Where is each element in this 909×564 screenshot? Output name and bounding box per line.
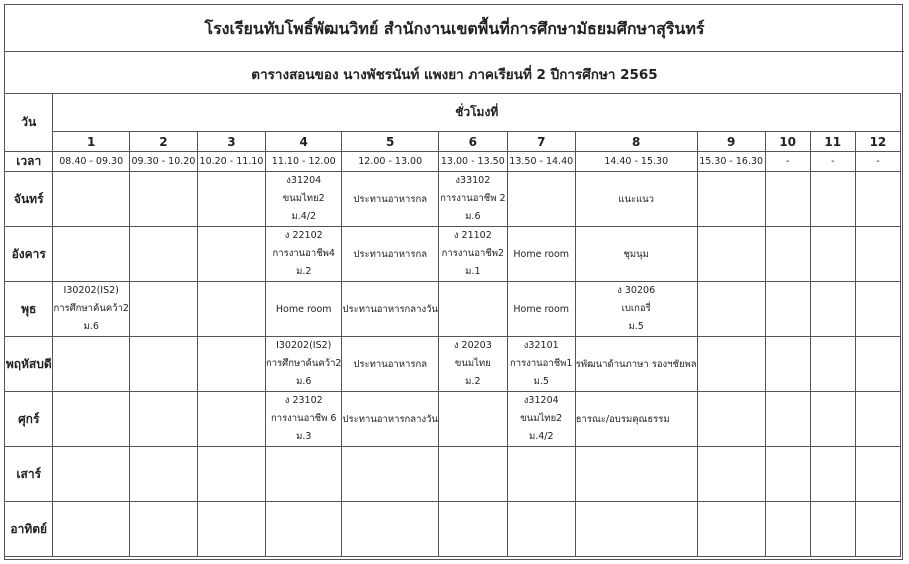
empty-slot [53,392,130,447]
empty-slot [697,392,765,447]
empty-slot [129,172,197,227]
class-slot [438,172,507,227]
empty-slot [197,392,265,447]
empty-slot [810,392,855,447]
lunch-slot: ประทานอาหารกล [342,172,438,227]
course-code: ง31204 [286,175,322,186]
period-time: 08.40 - 09.30 [53,152,130,172]
empty-slot [855,392,900,447]
empty-slot [855,447,900,502]
period-number-row [5,132,901,152]
course-code: ง 22102 [284,230,323,241]
empty-slot [197,502,265,557]
course-name: ขนมไทย2 [520,413,563,424]
empty-slot [53,227,130,282]
period-number: 9 [697,132,765,152]
period-number: 11 [810,132,855,152]
course-name: เบเกอรี่ [621,303,651,314]
day-label: พุธ [5,282,53,337]
lunch-slot: ประทานอาหารกลางวัน [342,282,438,337]
course-level: ม.2 [465,376,481,387]
day-row-saturday [5,447,901,502]
course-level: ม.1 [465,266,481,277]
empty-slot [507,172,575,227]
period-time: 13.00 - 13.50 [438,152,507,172]
empty-slot [53,447,130,502]
empty-slot [438,502,507,557]
timetable-subtitle: ตารางสอนของ นางพัชรนันท์ แพงยา ภาคเรียนที่ 2 ปีการศึกษา 2565 [251,67,658,83]
period-number: 5 [342,132,438,152]
divider [5,51,904,52]
empty-slot [697,502,765,557]
period-time: - [765,152,810,172]
course-code: I30202(IS2) [63,285,119,296]
empty-slot [197,447,265,502]
empty-slot [53,502,130,557]
empty-slot [575,502,697,557]
empty-slot [810,502,855,557]
empty-slot [697,227,765,282]
course-code: ง33102 [455,175,491,186]
course-level: ม.5 [533,376,549,387]
empty-slot [765,337,810,392]
class-slot [507,392,575,447]
empty-slot [129,337,197,392]
period-number: 6 [438,132,507,152]
activity-slot: แนะแนว [575,172,697,227]
empty-slot [129,502,197,557]
course-code: ง32101 [523,340,559,351]
homeroom-slot: Home room [507,282,575,337]
empty-slot [697,447,765,502]
empty-slot [765,282,810,337]
course-name: ขนมไทย [454,358,491,369]
course-level: ม.2 [296,266,312,277]
day-row-tuesday [5,227,901,282]
class-slot [438,227,507,282]
activity-slot: รพัฒนาด้านภาษา รองฯชัยพล [575,337,697,392]
class-slot [265,337,342,392]
day-row-friday [5,392,901,447]
period-number: 8 [575,132,697,152]
day-label: จันทร์ [5,172,53,227]
class-slot [265,392,342,447]
period-time: 10.20 - 11.10 [197,152,265,172]
empty-slot [129,447,197,502]
time-row [5,152,901,172]
empty-slot [53,337,130,392]
period-number: 4 [265,132,342,152]
course-name: การงานอาชีพ4 [272,248,335,259]
course-level: ม.6 [296,376,312,387]
period-number: 12 [855,132,900,152]
empty-slot [197,172,265,227]
empty-slot [855,172,900,227]
class-slot [575,282,697,337]
empty-slot [438,447,507,502]
period-number: 3 [197,132,265,152]
course-name: การศึกษาค้นคว้า2 [265,358,342,369]
day-row-thursday [5,337,901,392]
day-header: วัน [5,94,53,152]
period-number: 1 [53,132,130,152]
lunch-slot: ประทานอาหารกลางวัน [342,392,438,447]
period-time: 09.30 - 10.20 [129,152,197,172]
course-code: ง 30206 [617,285,656,296]
empty-slot [810,447,855,502]
school-title: โรงเรียนทับโพธิ์พัฒนวิทย์ สำนักงานเขตพื้นที่การศึกษามัธยมศึกษาสุรินทร์ [204,19,705,38]
empty-slot [855,337,900,392]
day-label: พฤหัสบดี [5,337,53,392]
empty-slot [765,502,810,557]
course-name: การงานอาชีพ2 [441,248,505,259]
lunch-slot: ประทานอาหารกล [342,227,438,282]
hour-header: ชั่วโมงที่ [53,94,901,132]
timetable-frame [4,4,903,560]
empty-slot [197,282,265,337]
empty-slot [265,447,342,502]
empty-slot [765,447,810,502]
empty-slot [197,337,265,392]
class-slot [438,337,507,392]
empty-slot [438,282,507,337]
empty-slot [765,172,810,227]
empty-slot [342,447,438,502]
course-code: ง 21102 [453,230,492,241]
class-slot [53,282,130,337]
period-time: 11.10 - 12.00 [265,152,342,172]
lunch-slot: ประทานอาหารกล [342,337,438,392]
course-code: I30202(IS2) [276,340,332,351]
empty-slot [438,392,507,447]
timetable [4,93,901,557]
empty-slot [855,282,900,337]
course-code: ง 20203 [453,340,492,351]
empty-slot [507,502,575,557]
activity-slot: ชุมนุม [575,227,697,282]
period-number: 7 [507,132,575,152]
empty-slot [129,392,197,447]
empty-slot [810,282,855,337]
course-name: การงานอาชีพ 6 [270,413,337,424]
empty-slot [810,227,855,282]
empty-slot [697,337,765,392]
empty-slot [129,227,197,282]
course-level: ม.4/2 [291,211,317,222]
empty-slot [129,282,197,337]
period-number: 2 [129,132,197,152]
day-label: อังคาร [5,227,53,282]
empty-slot [197,227,265,282]
course-name: การงานอาชีพ1 [510,358,573,369]
empty-slot [855,502,900,557]
homeroom-slot: Home room [265,282,342,337]
empty-slot [765,392,810,447]
day-row-monday [5,172,901,227]
period-time: 15.30 - 16.30 [697,152,765,172]
day-label: เสาร์ [5,447,53,502]
course-code: ง 23102 [284,395,323,406]
empty-slot [810,172,855,227]
empty-slot [855,227,900,282]
class-slot [507,337,575,392]
period-number: 10 [765,132,810,152]
empty-slot [765,227,810,282]
course-name: ขนมไทย2 [282,193,325,204]
empty-slot [697,172,765,227]
empty-slot [507,447,575,502]
empty-slot [342,502,438,557]
day-label: ศุกร์ [5,392,53,447]
course-name: การงานอาชีพ 2 [440,193,506,204]
period-time: 13.50 - 14.40 [507,152,575,172]
period-time: - [810,152,855,172]
homeroom-slot: Home room [507,227,575,282]
course-level: ม.5 [628,321,644,332]
course-level: ม.6 [83,321,99,332]
class-slot [265,172,342,227]
time-label: เวลา [5,152,53,172]
empty-slot [53,172,130,227]
empty-slot [265,502,342,557]
course-level: ม.4/2 [528,431,554,442]
course-level: ม.3 [296,431,312,442]
period-time: 12.00 - 13.00 [342,152,438,172]
class-slot [265,227,342,282]
course-code: ง31204 [523,395,559,406]
course-name: การศึกษาค้นคว้า2 [53,303,129,314]
empty-slot [575,447,697,502]
empty-slot [697,282,765,337]
day-row-wednesday [5,282,901,337]
period-time: - [855,152,900,172]
day-row-sunday [5,502,901,557]
activity-slot: ธารณะ/อบรมคุณธรรม [575,392,697,447]
period-time: 14.40 - 15.30 [575,152,697,172]
day-label: อาทิตย์ [5,502,53,557]
course-level: ม.6 [465,211,481,222]
empty-slot [810,337,855,392]
